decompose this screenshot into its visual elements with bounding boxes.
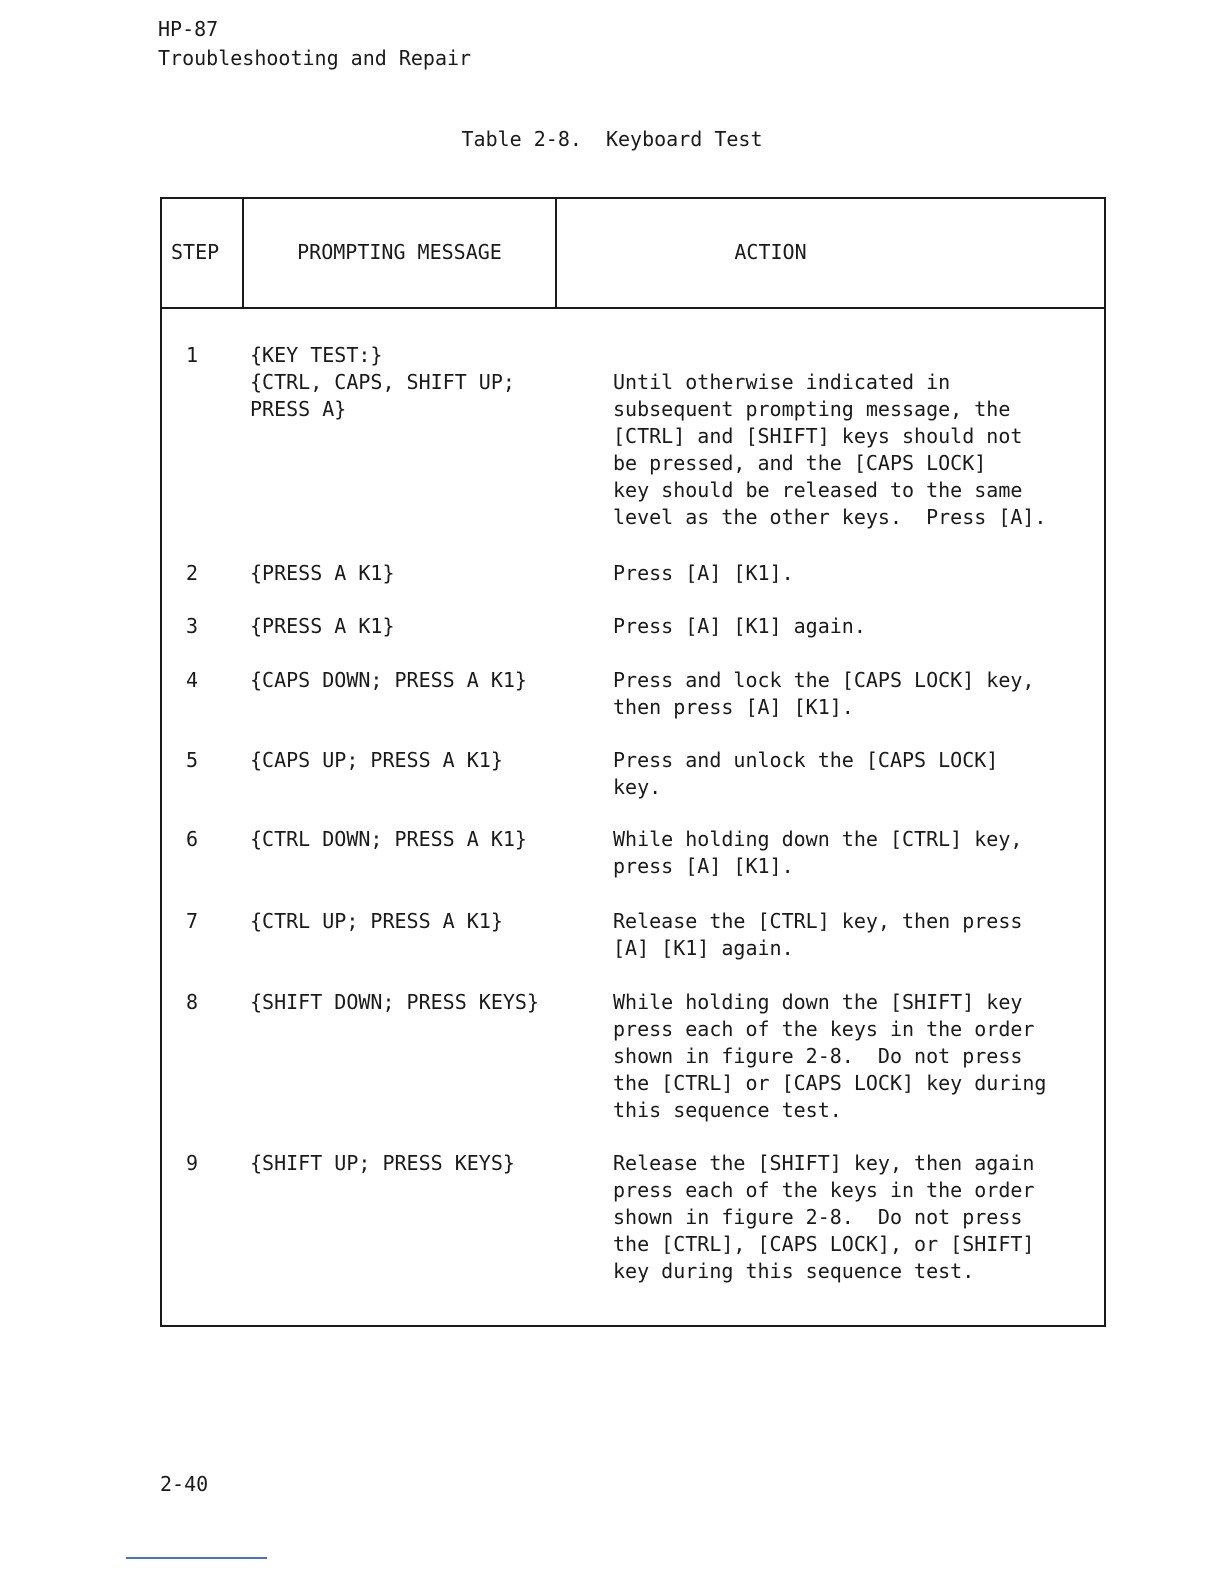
prompting-message: {SHIFT UP; PRESS KEYS} <box>250 1151 515 1175</box>
step-number: 3 <box>186 614 199 638</box>
step-number: 4 <box>186 668 199 692</box>
step-number: 5 <box>186 748 199 772</box>
prompting-message: {PRESS A K1} <box>250 561 395 585</box>
prompting-message: {KEY TEST:} {CTRL, CAPS, SHIFT UP; PRESS A} <box>250 343 515 421</box>
table-caption: Table 2-8. Keyboard Test <box>461 127 763 151</box>
step-number: 9 <box>186 1151 199 1175</box>
running-header-product: HP-87 <box>158 17 219 41</box>
prompting-message: {CTRL DOWN; PRESS A K1} <box>250 827 527 851</box>
step-number: 6 <box>186 827 199 851</box>
column-header-action: ACTION <box>734 240 807 264</box>
action-text: Press and lock the [CAPS LOCK] key, then press [A] [K1]. <box>613 668 1035 719</box>
prompting-message: {CTRL UP; PRESS A K1} <box>250 909 503 933</box>
action-text: While holding down the [SHIFT] key press each of the keys in the order shown in figure 2-8. Do not press the [CTRL] or [CAPS LOCK] key during this sequence test. <box>613 990 1047 1122</box>
action-text: Press [A] [K1] again. <box>613 614 866 638</box>
prompting-message: {SHIFT DOWN; PRESS KEYS} <box>250 990 539 1014</box>
page-number: 2-40 <box>160 1472 209 1496</box>
column-header-step: STEP <box>171 240 220 264</box>
step-number: 1 <box>186 343 199 367</box>
step-number: 8 <box>186 990 199 1014</box>
action-text: Press and unlock the [CAPS LOCK] key. <box>613 748 999 799</box>
running-header-section: Troubleshooting and Repair <box>158 46 472 70</box>
prompting-message: {CAPS UP; PRESS A K1} <box>250 748 503 772</box>
prompting-message: {CAPS DOWN; PRESS A K1} <box>250 668 527 692</box>
action-text: Release the [CTRL] key, then press [A] [K1] again. <box>613 909 1023 960</box>
column-header-message: PROMPTING MESSAGE <box>297 240 502 264</box>
step-number: 2 <box>186 561 199 585</box>
step-number: 7 <box>186 909 199 933</box>
table-header-row <box>162 199 1104 309</box>
footer-rule <box>126 1557 267 1559</box>
prompting-message: {PRESS A K1} <box>250 614 395 638</box>
action-text: Release the [SHIFT] key, then again press each of the keys in the order shown in figure 2-8. Do not press the [CTRL], [CAPS LOCK], or [SHIFT] key during this sequence test. <box>613 1151 1035 1283</box>
action-text: Until otherwise indicated in subsequent prompting message, the [CTRL] and [SHIFT] keys should not be pressed, and the [CAPS LOCK] key should be released to the same level as the other keys. Press [A]. <box>613 370 1047 529</box>
action-text: While holding down the [CTRL] key, press [A] [K1]. <box>613 827 1023 878</box>
keyboard-test-table <box>160 197 1106 1327</box>
action-text: Press [A] [K1]. <box>613 561 794 585</box>
